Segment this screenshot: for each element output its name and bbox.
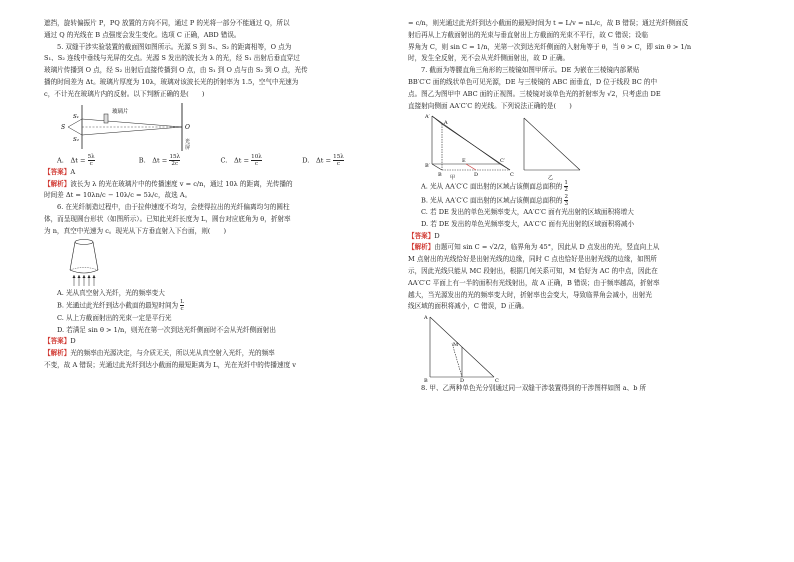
explanation-7-cont: M 点射出的光线恰好是出射光线的边缘，同时 C 点也恰好是出射光线的边缘，如图所: [408, 255, 657, 264]
question-6-stem: 体，而呈现圆台形状（如图所示）。已知此光纤长度为 L，圆台对应底角为 θ，折射率: [44, 215, 291, 224]
option-d-text: D. Δt =: [302, 156, 332, 165]
option-b-text: B. Δt =: [138, 156, 168, 165]
answer-5: [44, 167, 384, 179]
explanation-text: 波长为 λ 的光在玻璃片中的传播速度 v = c/n，通过 10λ 的距离，光传播的: [70, 179, 293, 188]
explanation-tag: 【解析】: [408, 243, 435, 252]
explanation-7: [408, 242, 748, 254]
explanation-5: [44, 179, 384, 191]
numerator: 10λ: [251, 153, 262, 160]
explanation-6-cont: 不变，故 A 错误；光通过此光纤到达小截面的最短距离为 L，光在光纤中的传播速度 v: [44, 360, 297, 369]
question-8-stem: 8. 甲、乙两种单色光分别通过同一双缝干涉装置得到的干涉图样如图 a、b 所: [421, 384, 647, 393]
glass-plate: [104, 114, 108, 123]
label-jia: 甲: [450, 175, 456, 181]
question-6-stem: 6. 在光纤制造过程中，由于拉伸速度不均匀，会使得拉出的光纤偏离均匀的圆柱: [57, 203, 290, 212]
question-7-stem: 7. 截面为等腰直角三角形的三棱镜如图甲所示。DE 为嵌在三棱镜内部紧贴: [421, 66, 640, 75]
question-5-stem: S₁、S₂ 连线中垂线与光屏的交点。光源 S 发出的波长为 λ 的光，经 S₁ 出射后垂直穿过: [44, 54, 300, 63]
option-b: [139, 154, 221, 167]
question-7-stem: 点。图乙为图甲中 ABC 面的正视图。三棱镜对该单色光的折射率为 √2，只考虑由 DE: [408, 89, 661, 98]
numerator: 5λ: [87, 153, 95, 160]
paragraph: 通过 Q 的光线在 B 点强度会发生变化。选项 C 正确，ABD 错误。: [44, 30, 241, 39]
label-d: D: [474, 172, 479, 179]
option-a: [408, 180, 748, 193]
option-a: [57, 154, 139, 167]
option-b-text: B. 光通过此光纤到达小截面的最短时间为: [57, 301, 179, 310]
option-a: A. 光从真空射入光纤，光的频率变大: [57, 288, 165, 297]
paragraph: 遮挡，旋转偏振片 P，PQ 放置的方向不同，通过 P 的光将一部分不能通过 Q，所以: [44, 19, 290, 27]
explanation-7-cont: 示，因此光线只能从 MC 段射出，根据几何关系可知，M 恰好为 AC 的中点，因此在: [408, 266, 658, 275]
fraction: [88, 154, 95, 167]
paragraph: = c/n，则光通过此光纤到达小截面的最短时间为 t = L/v = nL/c，故 B 错误；通过光纤侧面反: [408, 19, 689, 27]
fraction: [564, 180, 568, 193]
label-b: B: [438, 172, 442, 179]
explanation-tag: 【解析】: [44, 349, 71, 358]
label-s2: S₂: [73, 136, 79, 143]
option-c: C. 从上方截面射出的光束一定是平行光: [57, 313, 172, 322]
question-7-stem: BB′C′C 面的线状单色可见光源，DE 与三棱镜的 ABC 面垂直，D 位于线段 BC 的中: [408, 77, 658, 86]
denominator: 3: [564, 200, 569, 207]
denominator: 2c: [171, 160, 179, 167]
fiber-frustum-figure: [64, 238, 104, 288]
option-c: [221, 154, 303, 167]
option-c: C. 若 DE 发出的单色光频率变大，AA′C′C 面有光出射的区域面积将增大: [421, 207, 634, 216]
option-b: [44, 299, 384, 312]
paragraph: 界角为 C，则 sin C = 1/n，光第一次到达光纤侧面的入射角等于 θ，当 θ > C，即 sin θ > 1/n: [408, 42, 692, 51]
label-screen: 光: [185, 138, 191, 145]
answer-tag: 【答案】: [408, 231, 435, 240]
label-c-prime: C′: [500, 158, 505, 165]
question-5-stem: 5. 双缝干涉实验装置的截面图如图所示。光源 S 到 S₁、S₂ 的距离相等，O 点为: [57, 42, 292, 51]
label-screen: 屏: [185, 144, 191, 151]
option-a-text: A. Δt =: [57, 156, 86, 165]
numerator: 15λ: [169, 153, 181, 160]
label-d: D: [460, 378, 465, 384]
label-o: O: [185, 123, 190, 131]
label-a: A: [444, 120, 448, 127]
explanation-text: 由题可知 sin C = √2/2，临界角为 45°，因此从 D 点发出的光，竖直向上从: [434, 243, 660, 252]
right-column: [408, 18, 748, 395]
critical-angle-figure: [424, 313, 504, 383]
denominator: 2: [564, 187, 568, 194]
option-a-text: A. 光从 AA′C′C 面出射的区域占该侧面总面积的: [421, 182, 563, 191]
label-b: B: [424, 378, 428, 384]
paragraph: 时，发生全反射，光不会从光纤侧面射出，故 D 正确。: [408, 54, 570, 63]
fraction: [333, 154, 344, 167]
answer-7: [408, 231, 748, 243]
numerator: 15λ: [333, 153, 344, 160]
left-column: [44, 18, 384, 372]
option-d: D. 若满足 sin θ > 1/n，则光在第一次到达光纤侧面时不会从光纤侧面射出: [57, 325, 276, 334]
explanation-7-cont: 越大，当光源发出的光的频率变大时，折射率也会变大，导致临界角会减小，出射光: [408, 290, 652, 299]
label-a-prime: A′: [425, 114, 430, 121]
label-s: S: [61, 123, 66, 131]
answer-value: D: [70, 337, 76, 346]
fraction: [169, 154, 180, 167]
denominator: c: [89, 160, 93, 167]
label-c: C: [510, 172, 514, 179]
label-a: A: [424, 315, 428, 322]
label-b-prime: B′: [425, 163, 430, 170]
numerator: 1: [564, 180, 568, 187]
paragraph: 射后再从上方截面射出的光束与垂直射出上方截面的光束不平行，故 C 错误；设临: [408, 30, 649, 39]
option-d: [302, 154, 384, 167]
label-s1: S₁: [73, 113, 79, 120]
denominator: c: [180, 306, 184, 313]
answer-value: A: [70, 167, 76, 176]
option-b-text: B. 光从 AA′C′C 面出射的区域占该侧面总面积的: [421, 196, 563, 205]
label-c: C: [495, 378, 499, 384]
denominator: c: [254, 160, 259, 167]
label-e: E: [462, 158, 466, 165]
question-5-options: [44, 154, 384, 167]
numerator: L: [180, 299, 184, 306]
option-b: [408, 194, 748, 207]
answer-tag: 【答案】: [44, 167, 71, 176]
explanation-6: [44, 348, 384, 360]
fraction: [180, 299, 184, 312]
ray-s1: [82, 119, 182, 127]
prism-front-view: [524, 118, 580, 170]
question-5-stem: 玻璃片传播到 O 点，经 S₂ 出射后直接传播到 O 点，由 S₁ 到 O 点与由 S₂ 到 O 点，光传: [44, 66, 308, 75]
question-7-stem: 直接射向侧面 AA′C′C 的光线。下列说法正确的是( ): [408, 101, 572, 110]
label-yi: 乙: [548, 175, 554, 181]
option-c-text: C. Δt =: [220, 156, 250, 165]
prism-figures: [420, 112, 600, 180]
fraction: [251, 154, 262, 167]
answer-value: D: [434, 231, 440, 240]
answer-tag: 【答案】: [44, 337, 71, 346]
fraction: [564, 194, 568, 207]
option-d: D. 若 DE 发出的单色光频率变大，AA′C′C 面有光出射的区域面积将减小: [421, 219, 635, 228]
explanation-tag: 【解析】: [44, 179, 71, 188]
question-6-stem: 为 n，真空中光速为 c。现光从下方垂直射入下台面，则( ): [44, 226, 227, 235]
ray-s2: [82, 127, 182, 135]
explanation-7-cont: AA′C′C 平面上有一半的面积有光线射出，故 A 正确，B 错误；由于频率越高，折射率: [408, 278, 660, 287]
explanation-5-cont: 时间差 Δt = 10λn/c − 10λ/c = 5λ/c，故选 A。: [44, 191, 192, 200]
question-5-stem: 播的时间差为 Δt。玻璃片厚度为 10λ，玻璃对该波长光的折射率为 1.5，空气中光速为: [44, 77, 299, 86]
numerator: 2: [564, 193, 569, 200]
label-m: M: [453, 342, 459, 349]
double-slit-figure: [60, 101, 210, 153]
answer-6: [44, 336, 384, 348]
question-5-stem: c，不计光在玻璃片内的反射。以下判断正确的是( ): [44, 89, 205, 98]
explanation-7-cont: 线区域的面积将减小，C 错误，D 正确。: [408, 302, 529, 311]
explanation-text: 光的频率由光源决定，与介质无关，所以光从真空射入光纤，光的频率: [70, 349, 275, 358]
denominator: c: [336, 160, 341, 167]
glass-label: 玻璃片: [112, 108, 129, 115]
